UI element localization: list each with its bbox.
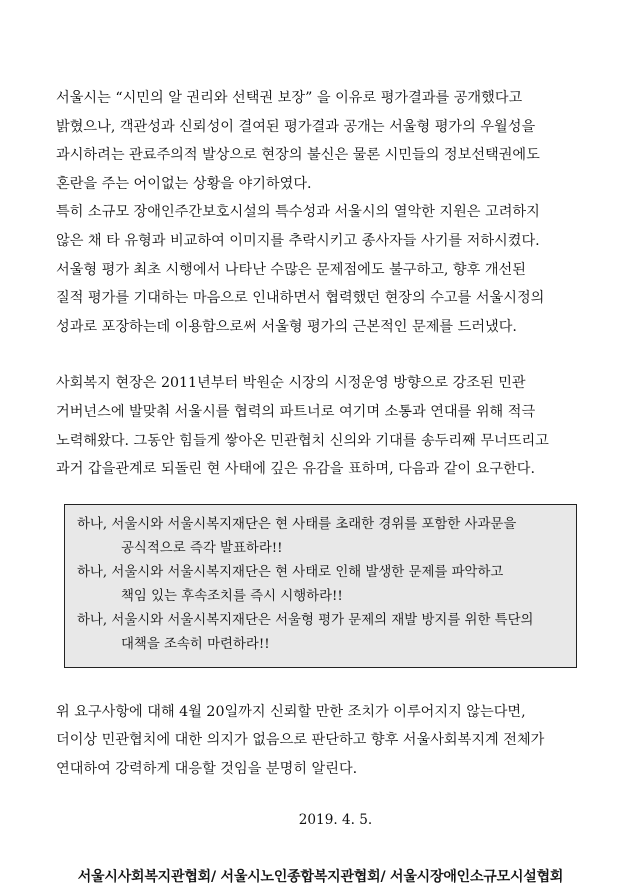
text-line: 연대하여 강력하게 대응할 것임을 분명히 알린다. <box>56 760 358 777</box>
text-line: 과거 갑을관계로 되돌린 현 사태에 깊은 유감을 표하며, 다음과 같이 요구한다. <box>56 461 535 478</box>
text-line: 밝혔으나, 객관성과 신뢰성이 결여된 평가결과 공개는 서울형 평가의 우월성을 <box>56 118 536 135</box>
text-line: 혼란을 주는 어이없는 상황을 야기하였다. <box>56 175 312 192</box>
demand-item <box>77 561 566 609</box>
text-line: 더이상 민관협치에 대한 의지가 없음으로 판단하고 향후 서울사회복지계 전체가 <box>56 732 545 749</box>
demand-item <box>77 513 566 561</box>
text-line: 서울형 평가 최초 시행에서 나타난 수많은 문제점에도 불구하고, 향후 개선된 <box>56 261 526 278</box>
paragraph-gap <box>56 341 585 369</box>
demand-continuation: 책임 있는 후속조치를 즉시 시행하라!! <box>121 588 343 604</box>
text-line: 거버넌스에 발맞춰 서울시를 협력의 파트너로 여기며 소통과 연대를 위해 적극 <box>56 403 536 420</box>
paragraph-governance <box>56 369 585 483</box>
text-line: 과시하려는 관료주의적 발상으로 현장의 불신은 물론 시민들의 정보선택권에도 <box>56 147 540 164</box>
text-line: 위 요구사항에 대해 4월 20일까지 신뢰할 만한 조치가 이루어지지 않는다면, <box>56 703 526 720</box>
statement-date: 2019. 4. 5. <box>298 811 373 828</box>
demand-continuation: 대책을 조속히 마련하라!! <box>121 636 270 652</box>
demand-lead: 하나, 서울시와 서울시복지재단은 서울형 평가 문제의 재발 방지를 위한 특단의 <box>77 612 534 628</box>
text-line: 질적 평가를 기대하는 마음으로 인내하면서 협력했던 현장의 수고를 서울시정의 <box>56 290 545 307</box>
text-line: 특히 소규모 장애인주간보호시설의 특수성과 서울시의 열악한 지원은 고려하지 <box>56 204 540 221</box>
demand-item <box>77 609 566 657</box>
demand-lead: 하나, 서울시와 서울시복지재단은 현 사태로 인해 발생한 문제를 파악하고 <box>77 564 504 580</box>
demand-continuation: 공식적으로 즉각 발표하라!! <box>121 540 283 556</box>
paragraph-criticism <box>56 84 585 341</box>
demand-lead: 하나, 서울시와 서울시복지재단은 현 사태를 초래한 경위를 포함한 사과문을 <box>77 516 517 532</box>
text-line: 사회복지 현장은 2011년부터 박원순 시장의 시정운영 방향으로 강조된 민관 <box>56 375 526 392</box>
paragraph-closing <box>56 698 585 784</box>
text-line: 노력해왔다. 그동안 힘들게 쌓아온 민관협치 신의와 기대를 송두리째 무너뜨리고 <box>56 432 549 449</box>
demands-box <box>64 504 577 668</box>
text-line: 서울시는 “시민의 알 권리와 선택권 보장” 을 이유로 평가결과를 공개했다고 <box>56 90 523 106</box>
text-line: 않은 채 타 유형과 비교하여 이미지를 추락시키고 종사자들 사기를 저하시켰다. <box>56 232 540 249</box>
text-line: 성과로 포장하는데 이용함으로써 서울형 평가의 근본적인 문제를 드러냈다. <box>56 318 517 335</box>
signatory-organizations: 서울시사회복지관협회/ 서울시노인종합복지관협회/ 서울시장애인소규모시설협회 <box>77 868 564 885</box>
